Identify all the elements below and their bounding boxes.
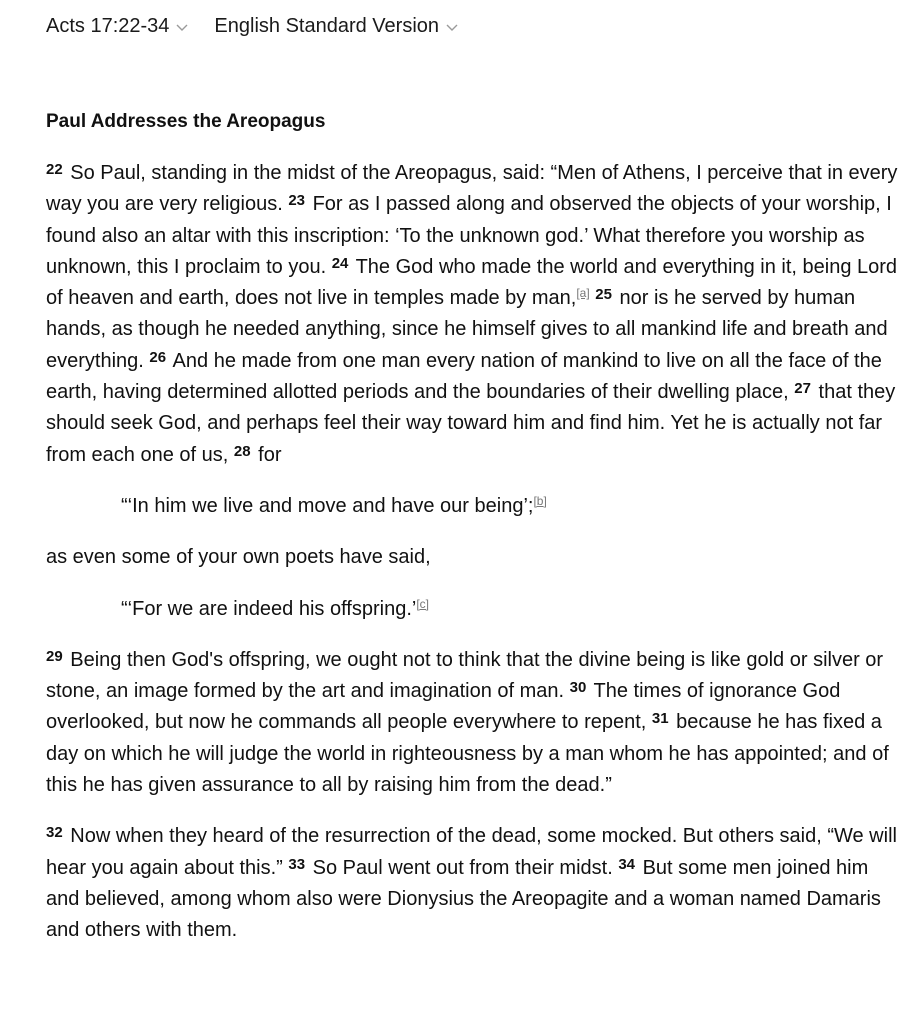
verse-text: as even some of your own poets have said, (46, 546, 431, 569)
chevron-down-icon (444, 19, 460, 35)
passage-text (46, 108, 906, 967)
verse-text: The times of ignorance God overlooked, but now he commands all people everywhere to repent, (46, 680, 841, 734)
verse-text: But some men joined him and believed, among whom also were Dionysius the Areopagite and a woman named Damaris and others with them. (46, 856, 881, 942)
footnote-link[interactable]: [a] (576, 286, 590, 301)
verse-text: for (258, 443, 282, 466)
verse-text: Being then God's offspring, we ought not to think that the divine being is like gold or silver or stone, an image formed by the art and imagination of man. (46, 648, 884, 703)
verse-number: 27 (794, 380, 811, 398)
paragraph (46, 542, 906, 573)
verse-text: For as I passed along and observed the objects of your worship, I found also an altar with this inscription: ‘To the unknown god.’ What therefore you worship as unknown, this I proclaim to you. (46, 193, 892, 278)
verse-text: nor is he served by human hands, as though he needed anything, since he himself gives to all mankind life and breath and everything. (46, 287, 888, 372)
quote-text: “‘For we are indeed his offspring.’ (121, 597, 417, 620)
reference-dropdown[interactable] (46, 15, 190, 38)
verse-number: 23 (288, 192, 306, 210)
verse-number: 22 (46, 161, 63, 178)
verse-text: So Paul went out from their midst. (312, 856, 613, 879)
section-heading: Paul Addresses the Areopagus (46, 111, 326, 132)
verse-number: 33 (288, 855, 306, 873)
paragraph (46, 645, 906, 801)
verse-number: 31 (651, 710, 669, 728)
footnote-link[interactable]: [c] (416, 596, 430, 611)
verse-number: 26 (149, 348, 167, 366)
paragraph (46, 158, 906, 471)
poetry-line (121, 594, 906, 625)
version-dropdown[interactable] (214, 15, 460, 38)
verse-number: 25 (595, 286, 612, 304)
verse-text: The God who made the world and everything in it, being Lord of heaven and earth, does not live in temples made by man, (46, 255, 898, 310)
footnote-link[interactable]: [b] (533, 493, 547, 508)
verse-text: And he made from one man every nation of mankind to live on all the face of the earth, having determined allotted periods and the boundaries of their dwelling place, (46, 349, 882, 404)
paragraph (46, 821, 906, 946)
verse-number: 30 (569, 679, 587, 697)
version-label: English Standard Version (214, 14, 440, 37)
verse-text: because he has fixed a day on which he will judge the world in righteousness by a man whom he has appointed; and of this he has given assurance to all by raising him from the dead.” (46, 711, 889, 797)
verse-number: 29 (46, 647, 63, 665)
verse-number: 32 (46, 824, 63, 842)
verse-text: that they should seek God, and perhaps feel their way toward him and find him. Yet he is actually not far from each one of us, (46, 381, 896, 466)
verse-text: So Paul, standing in the midst of the Areopagus, said: “Men of Athens, I perceive that in every way you are very religious. (46, 162, 898, 216)
reference-label: Acts 17:22-34 (46, 14, 170, 37)
verse-number: 34 (618, 855, 636, 873)
quote-text: “‘In him we live and move and have our being’; (121, 494, 534, 517)
chevron-down-icon (174, 19, 190, 35)
verse-number: 24 (331, 254, 349, 272)
poetry-line (121, 491, 906, 522)
verse-number: 28 (233, 442, 251, 460)
toolbar (46, 10, 484, 42)
verse-text: Now when they heard of the resurrection of the dead, some mocked. But others said, “We will hear you again about this.” (46, 825, 897, 879)
